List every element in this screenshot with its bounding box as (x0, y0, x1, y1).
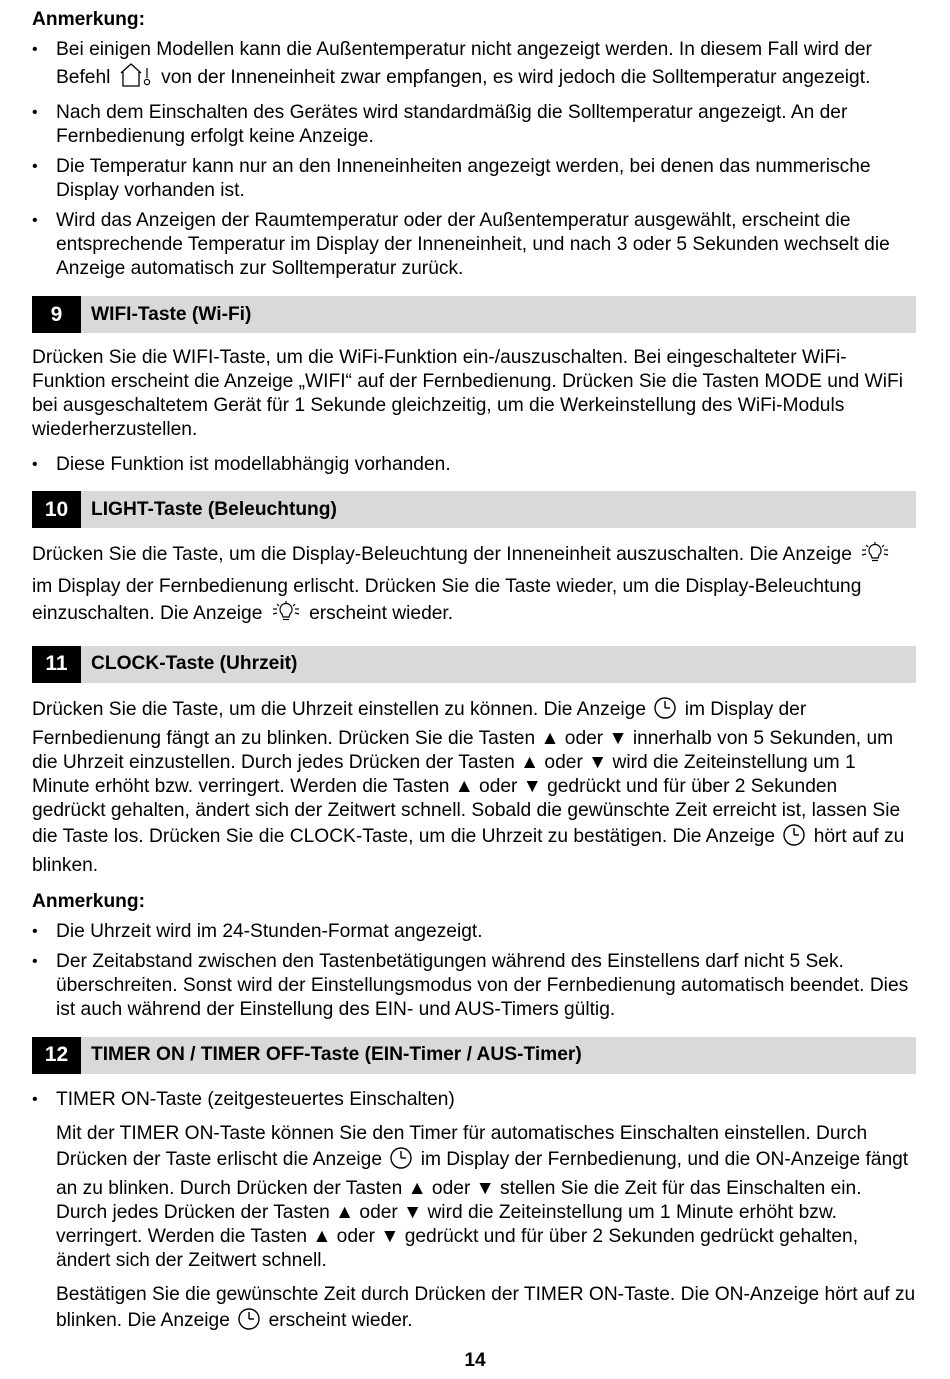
page-number: 14 (464, 1350, 486, 1371)
section-header (32, 491, 916, 528)
light-bulb-icon (270, 600, 302, 633)
paragraph-text: Mit der TIMER ON-Taste können Sie den Timer für automatisches Einschalten einstellen. Durch Drücken der Taste erlischt die Anzeige (56, 1122, 868, 1170)
list-item: • Die Uhrzeit wird im 24-Stunden-Format angezeigt. (32, 920, 916, 944)
bullet-list (32, 453, 916, 477)
paragraph (32, 696, 916, 878)
list-item (32, 38, 916, 95)
paragraph (32, 541, 916, 633)
clock-icon (237, 1307, 261, 1338)
section-title: LIGHT-Taste (Beleuchtung) (91, 498, 337, 520)
note-text: von der Inneneinheit zwar empfangen, es wird jedoch die Solltemperatur angezeigt. (161, 67, 871, 88)
list-item: • TIMER ON-Taste (zeitgesteuertes Einschalten) (32, 1088, 916, 1112)
paragraph-text: im Display der Fernbedienung erlischt. Drücken Sie die Taste wieder, um die Display-Beleuchtung einzuschalten. Die Anzeige (32, 575, 862, 624)
list-item: • Die Temperatur kann nur an den Inneneinheiten angezeigt werden, bei denen das nummerische Display vorhanden ist. (32, 155, 916, 203)
section-number: 12 (32, 1037, 81, 1074)
note-list (32, 920, 916, 1022)
list-item: • Diese Funktion ist modellabhängig vorhanden. (32, 453, 916, 477)
clock-icon (782, 823, 806, 854)
section-title: TIMER ON / TIMER OFF-Taste (EIN-Timer / AUS-Timer) (91, 1044, 582, 1065)
note-title: Anmerkung: (32, 890, 145, 912)
paragraph-text: im Display der Fernbedienung, und die ON-Anzeige fängt an zu blinken. Durch Drücken der Tasten ▲ oder ▼ stellen Sie die Zeit für das Einschalten ein. Durch jedes Drücken der Tasten ▲ oder ▼ wird die Zeiteinstellung um 1 Minute erhöht bzw. verringert. Werden die Tasten ▲ oder ▼ gedrückt und für über 2 Sekunden gedrückt gehalten, ändert sich der Zeitwert schnell. (56, 1148, 909, 1271)
paragraph-text: Drücken Sie die Taste, um die Display-Beleuchtung der Inneneinheit auszuschalten. Die Anzeige (32, 544, 852, 565)
section-number: 11 (32, 646, 81, 683)
note-text: Bei einigen Modellen kann die Außentemperatur nicht angezeigt werden. In diesem Fall wird der Befehl (56, 39, 872, 88)
section-title: WIFI-Taste (Wi-Fi) (91, 303, 252, 325)
house-outdoor-temp-icon (118, 62, 154, 95)
manual-page (32, 8, 916, 1338)
paragraph-text: hört auf zu blinken. (32, 825, 905, 876)
paragraph (32, 1283, 916, 1338)
paragraph-text: Bestätigen Sie die gewünschte Zeit durch Drücken der TIMER ON-Taste. Die ON-Anzeige hört auf zu blinken. Die Anzeige (56, 1283, 916, 1331)
list-item: • Der Zeitabstand zwischen den Tastenbetätigungen während des Einstellens darf nicht 5 Sek. überschreiten. Sonst wird der Einstellungsmodus von der Fernbedienung automatisch beendet. Dies ist auch während der Einstellung des EIN- und AUS-Timers gültig. (32, 950, 916, 1022)
list-item: • Nach dem Einschalten des Gerätes wird standardmäßig die Solltemperatur angezeigt. An der Fernbedienung erfolgt keine Anzeige. (32, 101, 916, 149)
section-header (32, 296, 916, 333)
paragraph (32, 1122, 916, 1273)
paragraph-text: Drücken Sie die Taste, um die Uhrzeit einstellen zu können. Die Anzeige (32, 698, 646, 720)
light-bulb-icon (859, 541, 891, 574)
list-item: • Wird das Anzeigen der Raumtemperatur oder der Außentemperatur ausgewählt, erscheint die entsprechende Temperatur im Display der Inneneinheit, und nach 3 oder 5 Sekunden wechselt die Anzeige automatisch zur Solltemperatur zurück. (32, 209, 916, 281)
section-number: 9 (32, 296, 81, 333)
paragraph-text: erscheint wieder. (309, 603, 454, 624)
note-title: Anmerkung: (32, 9, 145, 30)
bullet-list (32, 1088, 916, 1112)
note-list (32, 38, 916, 281)
clock-icon (653, 696, 677, 727)
section-number: 10 (32, 491, 81, 528)
paragraph-text: im Display der Fernbedienung fängt an zu blinken. Drücken Sie die Tasten ▲ oder ▼ innerhalb von 5 Sekunden, um die Uhrzeit einzustellen. Durch jedes Drücken der Tasten ▲ oder ▼ wird die Zeiteinstellung um 1 Minute erhöht bzw. verringert. Werden die Tasten ▲ oder ▼ gedrückt und für über 2 Sekunden gedrückt gehalten, ändert sich der Zeitwert schnell. Sobald die gewünschte Zeit erreicht ist, lassen Sie die Taste los. Drücken Sie die CLOCK-Taste, um die Uhrzeit zu bestätigen. Die Anzeige (32, 698, 901, 847)
clock-icon (389, 1146, 413, 1177)
section-header (32, 1037, 916, 1074)
section-header (32, 646, 916, 683)
section-title: CLOCK-Taste (Uhrzeit) (91, 653, 298, 674)
paragraph-text: erscheint wieder. (268, 1309, 413, 1331)
paragraph: Drücken Sie die WIFI-Taste, um die WiFi-Funktion ein-/auszuschalten. Bei eingeschalteter WiFi-Funktion erscheint die Anzeige „WIFI“ auf der Fernbedienung. Drücken Sie die Tasten MODE und WiFi bei ausgeschaltetem Gerät für 1 Sekunde gleichzeitig, um die Werkeinstellung des WiFi-Moduls wiederherzustellen. (32, 347, 903, 440)
